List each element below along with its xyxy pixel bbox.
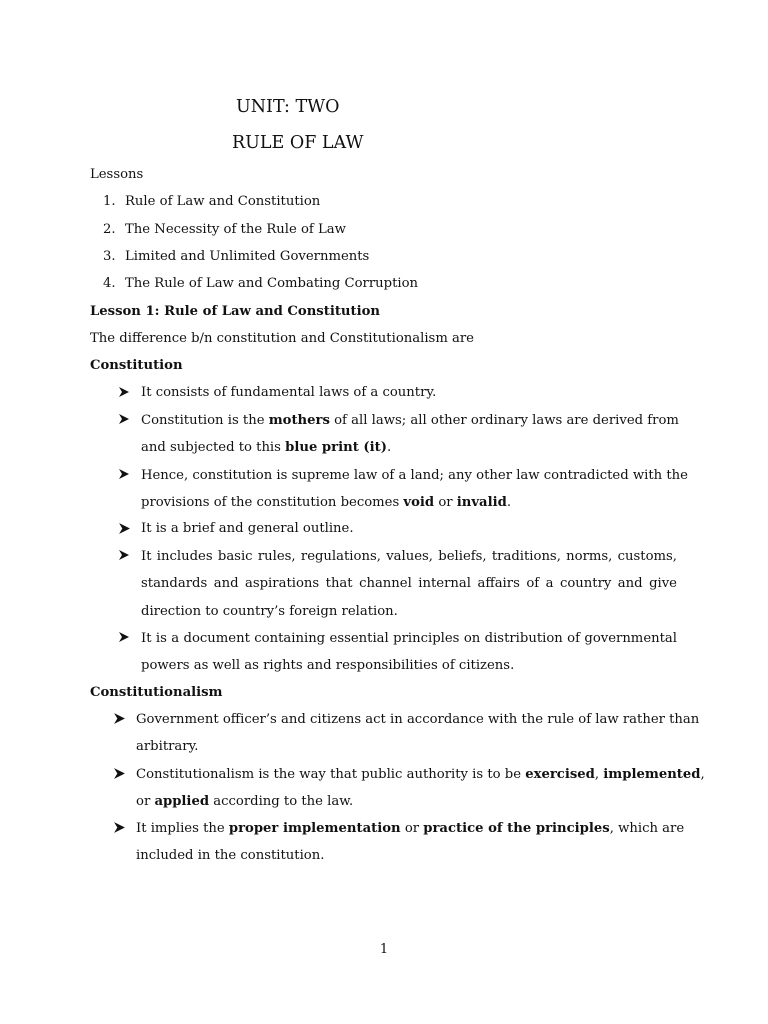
page-number: 1 (379, 942, 389, 957)
constitution-point-2: Constitution is the mothers of all laws; all other ordinary laws are derived from and subjected to this blue print (it). (141, 413, 679, 456)
lesson-text: Limited and Unlimited Governments (125, 249, 370, 264)
intro-text: The difference b/n constitution and Constitutionalism are (90, 331, 474, 346)
lesson-text: Rule of Law and Constitution (125, 194, 321, 209)
arrow-bullet-icon (118, 549, 132, 563)
lesson-text: The Necessity of the Rule of Law (125, 222, 346, 237)
arrow-bullet-icon (113, 712, 127, 726)
unit-title: UNIT: TWO (236, 97, 340, 117)
arrow-bullet-icon (118, 386, 132, 400)
constitution-point-3: Hence, constitution is supreme law of a land; any other law contradicted with the provisions of the constitution becomes void or invalid. (141, 468, 688, 511)
lesson-list-item (103, 275, 418, 293)
lesson-list-item (103, 221, 346, 239)
constitutionalism-point-1: Government officer’s and citizens act in accordance with the rule of law rather than arbitrary. (136, 712, 700, 755)
constitution-heading: Constitution (90, 358, 183, 373)
arrow-bullet-icon (113, 767, 127, 781)
constitutionalism-point-2: Constitutionalism is the way that public authority is to be exercised, implemented, or applied according to the law. (136, 767, 705, 810)
lesson1-heading: Lesson 1: Rule of Law and Constitution (90, 304, 380, 319)
lessons-heading: Lessons (90, 167, 144, 182)
constitutionalism-heading: Constitutionalism (90, 685, 223, 700)
constitution-point-6: It is a document containing essential principles on distribution of governmental powers as well as rights and responsibilities of citizens. (141, 631, 677, 674)
lesson-list-item (103, 193, 320, 211)
list-number: 4. (103, 276, 116, 291)
constitution-point-4: It is a brief and general outline. (141, 521, 354, 536)
topic-title: RULE OF LAW (232, 133, 364, 153)
constitution-point-1: It consists of fundamental laws of a country. (141, 385, 437, 400)
arrow-bullet-icon (113, 821, 127, 835)
arrow-bullet-icon (118, 522, 132, 536)
list-number: 2. (103, 222, 116, 237)
constitutionalism-point-3: It implies the proper implementation or practice of the principles, which are included in the constitution. (136, 821, 685, 864)
arrow-bullet-icon (118, 468, 132, 482)
lesson-list-item (103, 248, 369, 266)
constitution-point-5: It includes basic rules, regulations, values, beliefs, traditions, norms, customs, standards and aspirations that channel internal affairs of a country and give direction to country’s foreign relation. (141, 549, 677, 619)
list-number: 1. (103, 194, 116, 209)
arrow-bullet-icon (118, 631, 132, 645)
lesson-text: The Rule of Law and Combating Corruption (125, 276, 419, 291)
arrow-bullet-icon (118, 413, 132, 427)
list-number: 3. (103, 249, 116, 264)
